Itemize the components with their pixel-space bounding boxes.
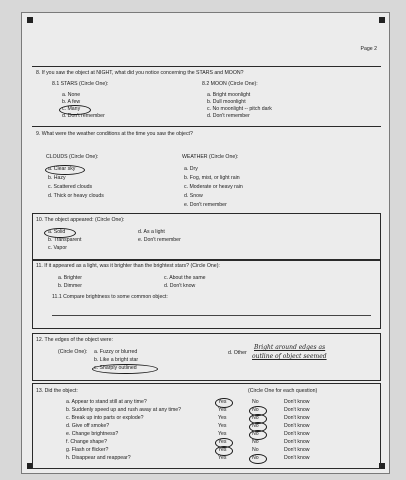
q8-moon-option[interactable]: d. Don't remember — [207, 113, 250, 119]
q10-option[interactable]: a. Solid — [48, 229, 66, 235]
registration-mark — [379, 17, 385, 23]
q10-question: 10. The object appeared: (Circle One): — [36, 217, 125, 223]
q10-option[interactable]: d. As a light — [138, 229, 165, 235]
q13-item-question: g. Flash or flicker? — [66, 447, 109, 453]
q10-option[interactable]: e. Don't remember — [138, 237, 181, 243]
q13-yes-option[interactable]: Yes — [218, 455, 227, 461]
q13-item-question: f. Change shape? — [66, 439, 107, 445]
q13-no-option[interactable]: No — [252, 415, 259, 421]
q13-yes-option[interactable]: Yes — [218, 439, 227, 445]
q13-yes-option[interactable]: Yes — [218, 447, 227, 453]
q8-stars-option[interactable]: c. Many — [62, 106, 81, 112]
q13-item-question: d. Give off smoke? — [66, 423, 110, 429]
q8-stars-title: 8.1 STARS (Circle One): — [52, 81, 109, 87]
q8-question: 8. If you saw the object at NIGHT, what did you notice concerning the STARS and MOON? — [36, 70, 244, 76]
q9-weather-option[interactable]: a. Dry — [184, 166, 198, 172]
q13-question: 13. Did the object: — [36, 388, 78, 394]
q13-yes-option[interactable]: Yes — [218, 399, 227, 405]
handwritten-answer: outline of object seemed — [252, 353, 327, 360]
q11-option[interactable]: d. Don't know — [164, 283, 196, 289]
registration-mark — [27, 17, 33, 23]
q9-clouds-option[interactable]: b. Hazy — [48, 175, 66, 181]
q12-option[interactable]: b. Like a bright star — [94, 357, 139, 363]
q9-weather-option[interactable]: d. Snow — [184, 193, 203, 199]
q9-clouds-option[interactable]: a. Clear sky — [48, 166, 76, 172]
q8-stars-option[interactable]: a. None — [62, 92, 81, 98]
q9-weather-title: WEATHER (Circle One): — [182, 154, 239, 160]
q8-stars-option[interactable]: d. Don't remember — [62, 113, 105, 119]
q11-option[interactable]: b. Dimmer — [58, 283, 82, 289]
q8-moon-option[interactable]: c. No moonlight -- pitch dark — [207, 106, 272, 112]
q13-dont-know-option[interactable]: Don't know — [284, 423, 310, 429]
q8-moon-option[interactable]: a. Bright moonlight — [207, 92, 251, 98]
q13-instruction: (Circle One for each question) — [248, 388, 318, 394]
answer-line — [52, 315, 371, 316]
q13-no-option[interactable]: No — [252, 439, 259, 445]
q12-lead: (Circle One): — [58, 349, 88, 355]
q9-question: 9. What were the weather conditions at the time you saw the object? — [36, 131, 193, 137]
q11-option[interactable]: a. Brighter — [58, 275, 82, 281]
q12-question: 12. The edges of the object were: — [36, 337, 113, 343]
q13-yes-option[interactable]: Yes — [218, 423, 227, 429]
q13-no-option[interactable]: No — [252, 431, 259, 437]
q13-no-option[interactable]: No — [252, 455, 259, 461]
q13-item-question: e. Change brightness? — [66, 431, 119, 437]
q13-yes-option[interactable]: Yes — [218, 407, 227, 413]
q8-moon-option[interactable]: b. Dull moonlight — [207, 99, 246, 105]
q13-item-question: b. Suddenly speed up and rush away at any time? — [66, 407, 182, 413]
q12-option[interactable]: a. Fuzzy or blurred — [94, 349, 138, 355]
q11-sub-question: 11.1 Compare brightness to some common object: — [52, 294, 168, 300]
q11-question: 11. If it appeared as a light, was it brighter than the brightest stars? (Circle One): — [36, 263, 220, 269]
q13-no-option[interactable]: No — [252, 407, 259, 413]
q9-clouds-option[interactable]: d. Thick or heavy clouds — [48, 193, 104, 199]
q13-dont-know-option[interactable]: Don't know — [284, 439, 310, 445]
q13-no-option[interactable]: No — [252, 447, 259, 453]
q13-item-question: a. Appear to stand still at any time? — [66, 399, 147, 405]
q10-option[interactable]: c. Vapor — [48, 245, 67, 251]
q13-dont-know-option[interactable]: Don't know — [284, 431, 310, 437]
q9-weather-option[interactable]: e. Don't remember — [184, 202, 227, 208]
section-divider — [32, 126, 381, 127]
q9-clouds-option[interactable]: c. Scattered clouds — [48, 184, 93, 190]
q9-weather-option[interactable]: c. Moderate or heavy rain — [184, 184, 243, 190]
answer-circle — [92, 364, 158, 374]
q13-item-question: h. Disappear and reappear? — [66, 455, 131, 461]
q13-dont-know-option[interactable]: Don't know — [284, 407, 310, 413]
answer-circle — [45, 165, 85, 175]
section-divider — [32, 66, 381, 67]
q13-item-question: c. Break up into parts or explode? — [66, 415, 144, 421]
page-number: Page 2 — [360, 46, 377, 52]
q13-dont-know-option[interactable]: Don't know — [284, 455, 310, 461]
q9-weather-option[interactable]: b. Fog, mist, or light rain — [184, 175, 240, 181]
handwritten-answer: Bright around edges as — [254, 344, 326, 351]
q8-moon-title: 8.2 MOON (Circle One): — [202, 81, 258, 87]
q13-no-option[interactable]: No — [252, 399, 259, 405]
form-page — [21, 12, 390, 474]
q13-dont-know-option[interactable]: Don't know — [284, 399, 310, 405]
q13-yes-option[interactable]: Yes — [218, 415, 227, 421]
q12-other-label: d. Other — [228, 350, 247, 356]
answer-circle — [249, 454, 267, 464]
q13-dont-know-option[interactable]: Don't know — [284, 415, 310, 421]
q9-clouds-title: CLOUDS (Circle One): — [46, 154, 99, 160]
q8-stars-option[interactable]: b. A few — [62, 99, 81, 105]
q12-option[interactable]: c. Sharply outlined — [94, 365, 137, 371]
q13-yes-option[interactable]: Yes — [218, 431, 227, 437]
q13-no-option[interactable]: No — [252, 423, 259, 429]
q13-dont-know-option[interactable]: Don't know — [284, 447, 310, 453]
q10-option[interactable]: b. Transparent — [48, 237, 82, 243]
q11-option[interactable]: c. About the same — [164, 275, 206, 281]
